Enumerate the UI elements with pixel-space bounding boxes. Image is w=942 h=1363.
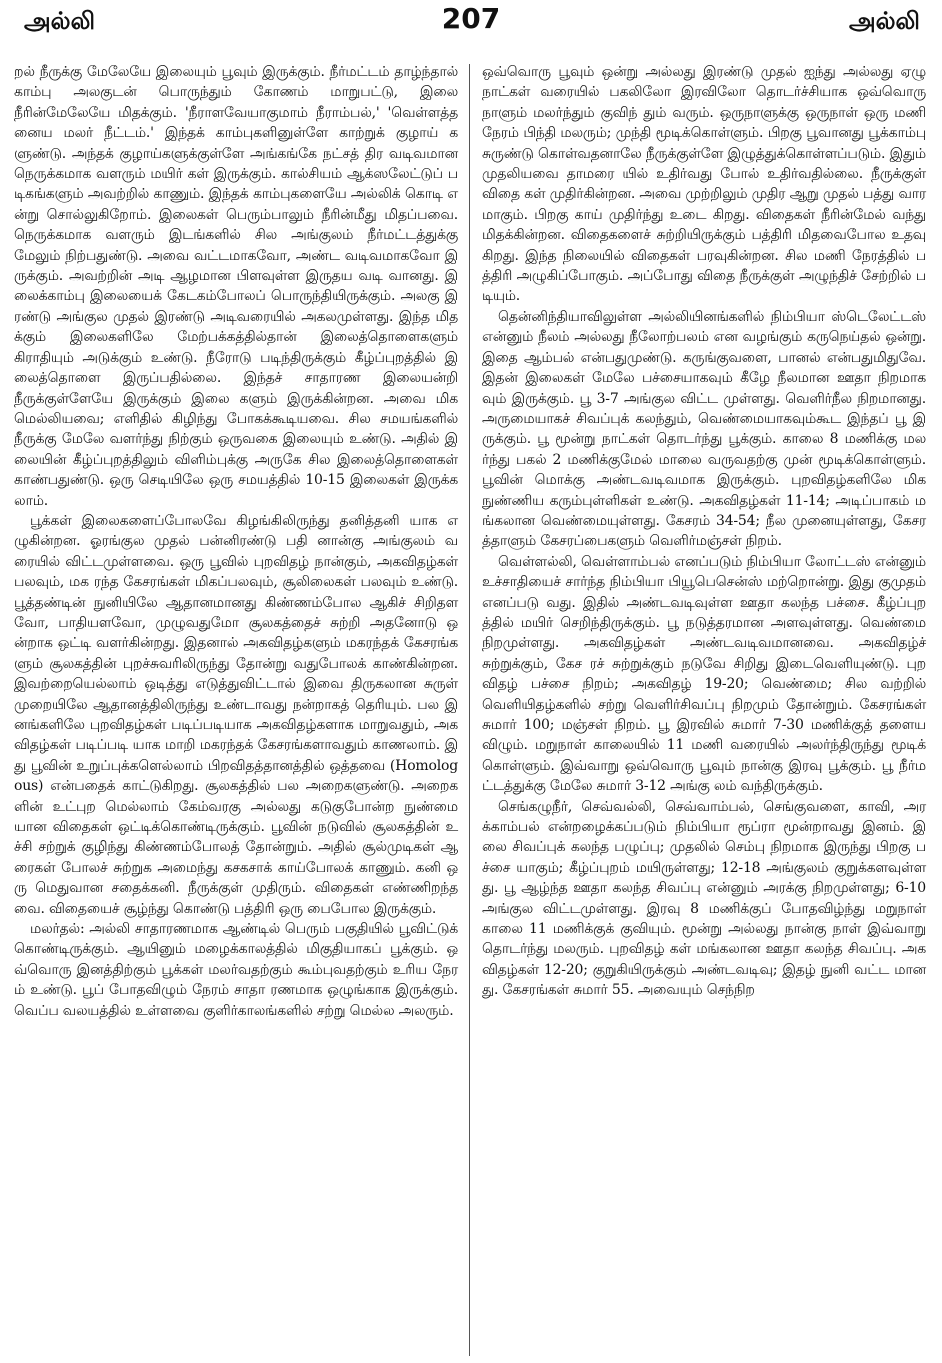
paragraph: வெள்ளல்லி, வெள்ளாம்பல் எனப்படும் நிம்பியா லோட்டஸ் என்னும் உச்சாதியைச் சார்ந்த நிம்பியா பியூபெசென்ஸ் மற்றொன்று. இது குமுதம் எனப்படு வது. இதில் அண்டவடிவுள்ள ஊதா கலந்த பச்சை. கீழ்ப்புறத்தில் மயிர் செறிந்திருக்கும். பூ நடுத்தரமான அளவுள்ளது. வெண்மை நிறமுள்ளது. அகவிதழ்கள் அண்டவடிவமானவை. அகவிதழ்ச் சுற்றுக்கும், கேச ரச் சுற்றுக்கும் நடுவே சிறிது இடைவெளியுண்டு. புற விதழ் பச்சை நிறம்; அகவிதழ் 19-20; வெண்மை; சில வற்றில் வெளியிதழ்களில் சற்று வெளிர்சிவப்பு நிறமும் தோன்றும். கேசரங்கள் சுமார் 100; மஞ்சள் நிறம். பூ இரவில் சுமார் 7-30 மணிக்குத் தளையவிழும். மறுநாள் காலையில் 11 மணி வரையில் அலர்ந்திருந்து மூடிக் கொள்ளும். இவ்வாறு ஒவ்வொரு பூவும் நான்கு இரவு பூக்கும். பூ நீர்மட்டத்துக்கு மேலே சுமார் 3-12 அங்கு லம் வந்திருக்கும். (482, 553, 926, 795)
paragraph: றல் நீருக்கு மேலேயே இலையும் பூவும் இருக்கும். நீர்மட்டம் தாழ்ந்தால் காம்பு அலகுடன் பொருந்தும் கோணம் மாறுபட்டு, இலை நீரின்மேலேயே மிதக்கும். 'நீராளவேயாகுமாம் நீராம்பல்,' 'வெள்ளத்தனைய மலர் நீட்டம்.' இந்தக் காம்புகளினுள்ளே காற்றுக் குழாய் களுண்டு. அந்தக் குழாய்களுக்குள்ளே அங்கங்கே நட்சத் திர வடிவமான நெருக்கமாக வளரும் மயிர் கள் இருக்கும். கால்சியம் ஆக்ஸலேட்டுப் படிகங்களும் அவற்றில் காணும். இந்தக் காம்புகளையே அல்லிக் கொடி என்று சொல்லுகிறோம். இலைகள் பெரும்பாலும் நீரின்மீது மிதப்பவை. நெருக்கமாக வளரும் இடங்களில் சில அங்குலம் நீர்மட்டத்துக்கு மேலும் நிற்பதுண்டு. அவை வட்டமாகவோ, அண்ட வடிவமாகவோ இருக்கும். அவற்றின் அடி ஆழமான பிளவுள்ள இருதய வடி வானது. இலைக்காம்பு இலையைக் கேடகம்போலப் பொருந்தியிருக்கும். அலகு இரண்டு அங்குல முதல் இரண்டு அடிவரையில் அகலமுள்ளது. இந்த மிதக்கும் இலைகளிலே மேற்பக்கத்தில்தான் இலைத்தொளைகளும் கிராதியும் அடுக்கும் உண்டு. நீரோடு படிந்திருக்கும் கீழ்ப்புறத்தில் இலைத்தொளை இருப்பதில்லை. இந்தச் சாதாரண இலையன்றி நீருக்குள்ளேயே இருக்கும் இலை களும் இருக்கின்றன. அவை மிக மெல்லியவை; எளிதில் கிழிந்து போகக்கூடியவை. சில சமயங்களில் நீருக்கு மேலே வளர்ந்து நிற்கும் ஒருவகை இலையும் உண்டு. அதில் இலையின் கீழ்ப்புறத்திலும் விளிம்புக்கு அருகே சில இலைத்தொளைகள் காண்பதுண்டு. ஒரு செடியிலே ஒரு சமயத்தில் 10-15 இலைகள் இருக்கலாம். (14, 64, 458, 509)
paragraph: ஒவ்வொரு பூவும் ஒன்று அல்லது இரண்டு முதல் ஐந்து அல்லது ஏழு நாட்கள் வரையில் பகலிலோ இரவிலோ தொடர்ச்சியாக ஒவ்வொரு நாளும் மலர்ந்தும் குவிந் தும் வரும். ஒருநாளுக்கு ஒருநாள் ஒரு மணி நேரம் பிந்தி மலரும்; முந்தி மூடிக்கொள்ளும். பிறகு பூவானது பூக்காம்பு சுருண்டு கொள்வதனாலே நீருக்குள்ளே இழுத்துக்கொள்ளப்படும். இதும் முதலியவை தாமரை யில் உதிர்வது போல் உதிர்வதில்லை. நீருக்குள் விதை கள் முதிர்கின்றன. அவை முற்றிலும் முதிர ஆறு முதல் பத்து வாரமாகும். பிறகு காய் முதிர்ந்து உடை கிறது. விதைகள் நீரின்மேல் வந்து மிதக்கின்றன. விதைகளைச் சுற்றியிருக்கும் பத்திரி மிதவைபோல உதவு கிறது. இந்த நிலையில் விதைகள் பரவுகின்றன. சில மணி நேரத்தில் பத்திரி அழுகிப்போகும். அப்போது விதை நீருக்குள் அழுந்திச் சேற்றில் படியும். (482, 64, 926, 305)
page-number: 207 (441, 2, 501, 35)
right-column (482, 62, 926, 1001)
paragraph: தென்னிந்தியாவிலுள்ள அல்லியினங்களில் நிம்பியா ஸ்டெலேட்டஸ் என்னும் நீலம் அல்லது நீலோற்பலம் என வழங்கும் கருநெய்தல் ஒன்று. இதை ஆம்பல் என்பதுமுண்டு. கருங்குவளை, பானல் என்பதுமிதுவே. இதன் இலைகள் மேலே பச்சையாகவும் கீழே நீலமான ஊதா நிறமாகவும் இருக்கும். பூ 3-7 அங்குல விட்ட முள்ளது. வெளிர்நீல நிறமானது. அருமையாகச் சிவப்புக் கலந்தும், வெண்மையாகவும்கூட இந்தப் பூ இருக்கும். பூ மூன்று நாட்கள் தொடர்ந்து பூக்கும். காலை 8 மணிக்கு மலர்ந்து பகல் 2 மணிக்குமேல் மாலை வருவதற்கு முன் மூடிக்கொள்ளும். பூவின் மொக்கு அண்டவடிவமாக இருக்கும். புறவிதழ்களிலே மிக நுண்ணிய கரும்புள்ளிகள் உண்டு. அகவிதழ்கள் 11-14; அடிப்பாகம் மங்கலான வெண்மையுள்ளது. கேசரம் 34-54; நீல முனையுள்ளது, கேசரத்தாளும் கேசரப்பைகளும் வெளிர்மஞ்சள் நிறம். (482, 308, 926, 550)
paragraph: மலர்தல்: அல்லி சாதாரணமாக ஆண்டில் பெரும் பகுதியில் பூவிட்டுக் கொண்டிருக்கும். ஆயினும் மழைக்காலத்தில் மிகுதியாகப் பூக்கும். ஒவ்வொரு இனத்திற்கும் பூக்கள் மலர்வதற்கும் கூம்புவதற்கும் உரிய நேரம் உண்டு. பூப் போதவிழும் நேரம் சாதா ரணமாக ஒழுங்காக இருக்கும். வெப்ப வலயத்தில் உள்ளவை குளிர்காலங்களில் சற்று மெல்ல அலரும். (14, 921, 458, 1019)
column-divider (469, 64, 470, 1356)
left-column (14, 62, 458, 1021)
paragraph: செங்கழுநீர், செவ்வல்லி, செவ்வாம்பல், செங்குவளை, காவி, அரக்காம்பல் என்றழைக்கப்படும் நிம்பியா ரூப்ரா மூன்றாவது இனம். இலை சிவப்புக் கலந்த பழுப்பு; முதலில் செம்பு நிறமாக இருந்து பிறகு பச்சை யாகும்; கீழ்ப்புறம் மயிருள்ளது; 12-18 அங்குலம் குறுக்களவுள்ளது. பூ ஆழ்ந்த ஊதா கலந்த சிவப்பு என்னும் அரக்கு நிறமுள்ளது; 6-10 அங்குல விட்டமுள்ளது. இரவு 8 மணிக்குப் போதவிழ்ந்து மறுநாள் காலை 11 மணிக்குக் குவியும். மூன்று அல்லது நான்கு நாள் இவ்வாறு தொடர்ந்து மலரும். புறவிதழ் கள் மங்கலான ஊதா கலந்த சிவப்பு. அகவிதழ்கள் 12-20; குறுகியிருக்கும் அண்டவடிவு; இதழ் நுனி வட்ட மானது. கேசரங்கள் சுமார் 55. அவையும் செந்நிற (482, 798, 926, 999)
running-head-left: அல்லி (24, 7, 96, 35)
running-head-right: அல்லி (848, 7, 920, 35)
paragraph: பூக்கள் இலைகளைப்போலவே கிழங்கிலிருந்து தனித்தனி யாக எழுகின்றன. ஓரங்குல முதல் பன்னிரண்டு பதி னான்கு அங்குலம் வரையில் விட்டமுள்ளவை. ஒரு பூவில் புறவிதழ் நான்கும், அகவிதழ்கள் பலவும், மக ரந்த கேசரங்கள் மிகப்பலவும், சூலிலைகள் பலவும் உண்டு. பூத்தண்டின் நுனியிலே ஆதானமானது கிண்ணம்போல ஆகிச் சிறிதளவோ, பாதியளவோ, முழுவதுமோ சூலகத்தைச் சுற்றி அதனோடு ஒன்றாக ஒட்டி வளர்கின்றது. இதனால் அகவிதழ்களும் மகரந்தக் கேசரங்களும் சூலகத்தின் புறச்சுவரிலிருந்து தோன்று வதுபோலக் காண்கின்றன. இவற்றையெல்லாம் ஒடித்து எடுத்துவிட்டால் இவை திருகலான சுருள் முறையிலே ஆதானத்திலிருந்து உண்டாவது நன்றாகத் தெரியும். பல இனங்களிலே புறவிதழ்கள் படிப்படியாக அகவிதழ்களாக மாறுவதும், அகவிதழ்கள் படிப்படி யாக மாறி மகரந்தக் கேசரங்களாவதும் காணலாம். இது பூவின் உறுப்புக்களெல்லாம் பிறவிதத்தானத்தில் ஒத்தவை (Homologous) என்பதைக் காட்டுகிறது. சூலகத்தில் பல அறைகளுண்டு. அறைகளின் உட்புற மெல்லாம் கேம்வரகு அல்லது கடுகுபோன்ற நுண்மை யான விதைகள் ஒட்டிக்கொண்டிருக்கும். பூவின் நடுவில் சூலகத்தின் உச்சி சற்றுக் குழிந்து கிண்ணம்போலத் தோன்றும். அதில் சூல்முடிகள் ஆரைகள் போலச் சுற்றுக அமைந்து கசகசாக் காய்போலக் காணும். கனி ஒரு மெதுவான சதைக்கனி. நீருக்குள் முதிரும். விதைகள் எண்ணிறந்தவை. விதையைச் சூழ்ந்து கொண்டு பத்திரி ஒரு பைபோல இருக்கும். (14, 512, 458, 917)
page-header (0, 0, 942, 52)
